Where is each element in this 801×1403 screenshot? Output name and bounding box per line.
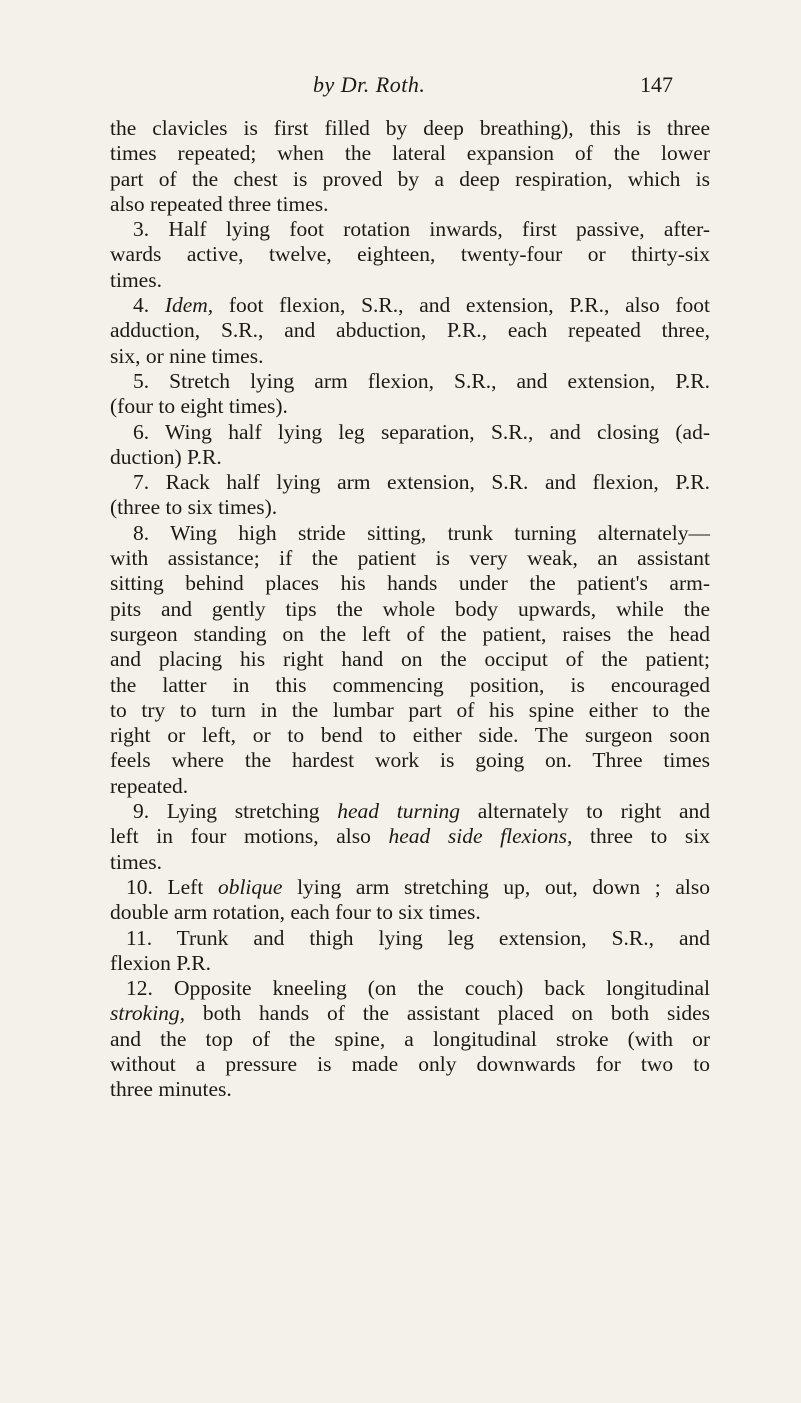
text-line: 6. Wing half lying leg separation, S.R., and closing (ad-: [133, 419, 710, 444]
text-line: (four to eight times).: [110, 394, 288, 419]
text-line: part of the chest is proved by a deep respiration, which is: [110, 166, 710, 191]
text-segment: foot flexion, S.R., and extension, P.R., also foot: [213, 293, 711, 318]
italic-term: Idem,: [164, 293, 214, 318]
text-line: 3. Half lying foot rotation inwards, first passive, after-: [133, 217, 710, 242]
text-line: also repeated three times.: [110, 191, 329, 216]
text-segment: 9. Lying stretching: [133, 799, 338, 824]
text-line: right or left, or to bend to either side. The surgeon soon: [110, 723, 710, 748]
text-line: and placing his right hand on the occiput of the patient;: [110, 647, 710, 672]
text-line: surgeon standing on the left of the patient, raises the head: [110, 621, 710, 646]
text-line: the clavicles is first filled by deep breathing), this is three: [110, 116, 710, 140]
text-segment: both hands of the assistant placed on both sides: [185, 1001, 710, 1026]
italic-term: head turning: [337, 799, 461, 824]
text-line: with assistance; if the patient is very weak, an assistant: [110, 546, 710, 571]
text-segment: 10. Left: [126, 874, 218, 899]
text-segment: alternately to right and: [460, 799, 710, 824]
text-line: duction) P.R.: [110, 444, 222, 469]
text-segment: left in four motions, also: [110, 824, 389, 849]
text-line: times.: [110, 849, 162, 874]
text-segment: 4.: [133, 293, 165, 318]
text-line: pits and gently tips the whole body upwards, while the: [110, 596, 710, 621]
text-line: [110, 875, 710, 900]
text-line: 8. Wing high stride sitting, trunk turning alternately—: [133, 520, 710, 545]
italic-term: stroking,: [110, 1001, 186, 1026]
text-line: 7. Rack half lying arm extension, S.R. and flexion, P.R.: [133, 470, 710, 495]
text-line: three minutes.: [110, 1077, 232, 1102]
text-line: [110, 824, 710, 849]
text-line: feels where the hardest work is going on. Three times: [110, 748, 710, 773]
running-title: by Dr. Roth.: [313, 72, 426, 97]
text-line: [110, 799, 710, 824]
text-line: 12. Opposite kneeling (on the couch) back longitudinal: [126, 976, 710, 1001]
text-line: sitting behind places his hands under the patient's arm-: [110, 571, 710, 596]
text-segment: three to six: [572, 824, 710, 849]
text-line: times.: [110, 267, 162, 292]
text-segment: lying arm stretching up, out, down ; also: [282, 874, 711, 899]
text-line: 11. Trunk and thigh lying leg extension, S.R., and: [126, 925, 710, 950]
text-line: 5. Stretch lying arm flexion, S.R., and extension, P.R.: [133, 368, 710, 393]
text-line: [110, 293, 710, 318]
text-line: repeated.: [110, 773, 189, 798]
italic-term: oblique: [217, 874, 283, 899]
text-line: to try to turn in the lumbar part of his spine either to the: [110, 697, 710, 722]
text-line: double arm rotation, each four to six times.: [110, 900, 481, 925]
text-line: adduction, S.R., and abduction, P.R., each repeated three,: [110, 318, 710, 343]
italic-term: head side flexions,: [388, 824, 573, 849]
page-number: 147: [640, 72, 673, 97]
text-line: the latter in this commencing position, is encouraged: [110, 672, 710, 697]
text-line: (three to six times).: [110, 495, 278, 520]
text-line: [110, 1001, 710, 1026]
text-line: times repeated; when the lateral expansion of the lower: [110, 141, 710, 166]
text-line: flexion P.R.: [110, 950, 211, 975]
text-line: six, or nine times.: [110, 343, 264, 368]
text-line: and the top of the spine, a longitudinal stroke (with or: [110, 1026, 710, 1051]
text-line: without a pressure is made only downwards for two to: [110, 1051, 710, 1076]
text-line: wards active, twelve, eighteen, twenty-four or thirty-six: [110, 242, 710, 267]
body-text: [110, 116, 710, 1103]
running-head: [0, 72, 801, 102]
